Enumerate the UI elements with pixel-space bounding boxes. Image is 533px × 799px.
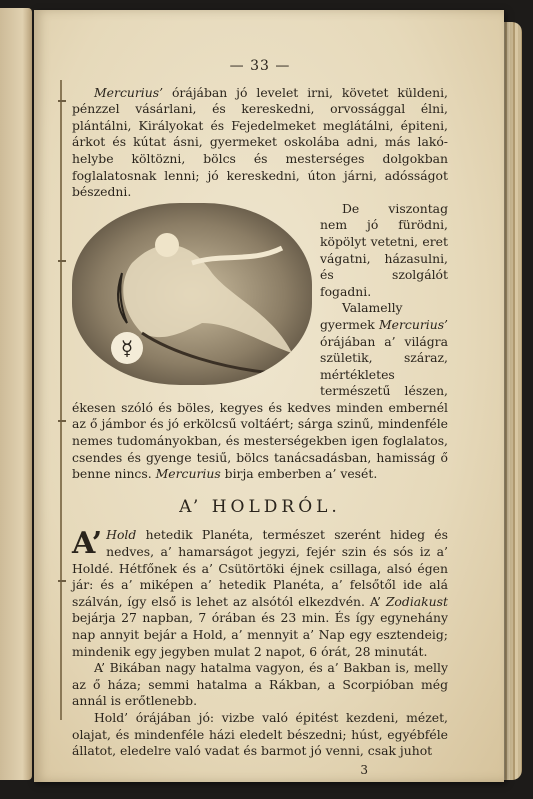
paragraph-mercurius-bad: De viszontag nem jó fürödni, köpölyt vetetni, eret vágatni, házasulni, és szolgálót fogadni.	[320, 200, 448, 299]
previous-page-edge	[0, 8, 32, 780]
paragraph-mercurius-good	[72, 85, 448, 201]
paragraph-bika: A’ Bikában nagy hatalma vagyon, és a’ Bakban is, melly az ő háza; semmi hatalma a Rákban, a Scorpióban még annál is erőtlenebb.	[72, 660, 448, 709]
paragraph-text: birja emberben a’ vesét.	[220, 466, 378, 482]
paragraph-text: órájában a’ világra születik, száraz, mértékletes természetű lészen, ékesen szóló és böles, kegyes és kedves minden embernél az ő jámbor és jó erkölcsű voltáért; sárga szinű, mindenféle nemes tudományokban, és mesterségekben igen foglalatos, csendes és gyenge tesiű, bölcs tanácsadásban, hamisság ő benne nincs.	[72, 333, 448, 482]
mercurius-word: Mercurius	[155, 466, 221, 482]
svg-text:☿: ☿	[120, 335, 134, 360]
mercurius-word: Mercurius’	[378, 316, 448, 332]
paragraph-text: bejárja 27 napban, 7 órában és 23 min. És így egynehány nap annyit bejár a Hold, a’ mennyit a’ Nap egy esztendeig; mindenik egy jegyben mulat 2 napot, 6 órát, 28 minutát.	[72, 610, 448, 659]
zodiakus-word: Zodiakust	[385, 593, 448, 609]
section-title: A’ HOLDRÓL.	[179, 496, 341, 517]
mercury-engraving	[72, 203, 312, 385]
page-number: — 33 —	[229, 58, 291, 74]
hold-word: Hold	[106, 527, 137, 543]
paragraph-hold-hour: Hold’ órájában jó: vizbe való épitést kezdeni, mézet, olajat, és mindenféle házi eledelt bészedni; húst, egyébféle állatot, eledelre való vadat és barmot jó venni, csak juhot	[72, 709, 448, 759]
drop-cap: A’	[72, 526, 103, 562]
paragraph-text: hetedik Planéta, természet szerént hideg és nedves, a’ hamarságot jegyzi, fejér szin és sós iz a’ Holdé. Hétfőnek és a’ Csütörtöki éjnek csillaga, alsó égen jár: és a’ miképen a’ hetedik Planéta, a’ felsőtől ide alá szálván, így első is lehet az alsótól elkezdvén. A’	[72, 527, 448, 609]
signature-mark: 3	[360, 762, 368, 777]
page-text	[72, 58, 448, 778]
paragraph-text: órájában jó levelet irni, követet küldeni, pénzzel vásárlani, és kereskedni, orvossággal élni, plántálni, Királyokat és Fejedelmeket meglátálni, épiteni, árkot és kútat ásni, gyermeket oskolába adni, más lakó-helybe költözni, bölcs és mesterséges dolgokban foglalatosnak lenni; jó kereskedni, úton járni, adósságot bészedni.	[72, 84, 448, 200]
paragraph-hold	[72, 527, 448, 660]
mercury-figure-icon	[72, 203, 312, 385]
mercurius-word: Mercurius’	[94, 84, 164, 100]
paragraph-text: Valamelly gyermek	[320, 300, 403, 332]
